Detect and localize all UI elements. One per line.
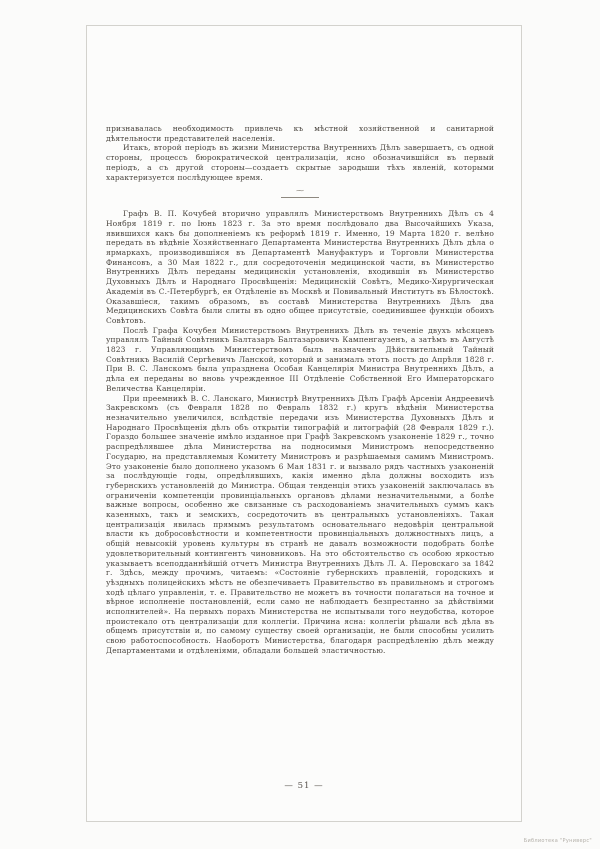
paragraph: Послѣ Графа Кочубея Министерствомъ Внутреннихъ Дѣлъ въ теченіе двухъ мѣсяцевъ управлялъ Тайный Совѣтникъ Балтазаръ Балтазаровичъ Кампенгаузенъ, а затѣмъ въ Августѣ 1823 г. Управляющимъ Министерствомъ былъ назначенъ Дѣйствительный Тайный Совѣтникъ Василій Сергѣевичъ Ланской, который и занималъ этотъ постъ до Апрѣля 1828 г. При В. С. Ланскомъ была упразднена Особая Канцелярія Министра Внутреннихъ Дѣлъ, а дѣла ея переданы во вновь учрежденное III Отдѣленіе Собственной Его Императорскаго Величества Канцеляріи. [106, 325, 494, 393]
paragraph: Графъ В. П. Кочубей вторично управлялъ Министерствомъ Внутреннихъ Дѣлъ съ 4 Ноября 1819 г. по Іюнь 1823 г. За это время послѣдовало два Высочайшихъ Указа, явившихся какъ бы дополненіемъ къ реформѣ 1819 г. Именно, 19 Марта 1820 г. велѣно передать въ вѣдѣніе Хозяйственнаго Департамента Министерства Внутреннихъ Дѣлъ дѣла о ярмаркахъ, производившіяся въ Департаментѣ Мануфактуръ и Торговли Министерства Финансовъ, а 30 Мая 1822 г., для сосредоточенія медицинской части, въ Министерство Внутреннихъ Дѣлъ переданы медицинскія установленія, входившія въ Министерство Духовныхъ Дѣлъ и Народнаго Просвѣщенія: Медицинскій Совѣтъ, Медико-Хирургическая Академія въ С.-Петербургѣ, ея Отдѣленіе въ Москвѣ и Повивальный Институтъ въ Бѣлостокѣ. Оказавшіеся, такимъ образомъ, въ составѣ Министерства Внутреннихъ Дѣлъ два Медицинскихъ Совѣта были слиты въ одно общее присутствіе, соединившее функціи обоихъ Совѣтовъ. [106, 209, 494, 325]
paragraph: признавалась необходимость привлечь къ мѣстной хозяйственной и санитарной дѣятельности представителей населенія. [106, 124, 494, 143]
text-block [106, 124, 494, 656]
section-divider [277, 189, 323, 201]
page-number: — 51 — [284, 781, 324, 791]
book-page [86, 25, 522, 822]
paragraph: При преемникѣ В. С. Ланскаго, Министрѣ Внутреннихъ Дѣлъ Графѣ Арсеніи Андреевичѣ Закревскомъ (съ Февраля 1828 по Февраль 1832 г.) кругъ вѣдѣнія Министерства незначительно увеличился, вслѣдствіе передачи изъ Министерства Духовныхъ Дѣлъ и Народнаго Просвѣщенія дѣлъ объ открытіи типографій и литографій (28 Февраля 1829 г.). Гораздо большее значеніе имѣло изданное при Графѣ Закревскомъ узаконеніе 1829 г., точно распредѣлявшее дѣла Министерства на подносимыя Министромъ непосредственно Государю, на представляемыя Комитету Министровъ и разрѣшаемыя самимъ Министромъ. Это узаконеніе было дополнено указомъ 6 Мая 1831 г. и вызвало рядъ частныхъ узаконеній за послѣдующіе годы, опредѣлявшихъ, какія именно дѣла должны восходить изъ губернскихъ установленій до Министра. Общая тенденція этихъ узаконеній заключалась въ ограниченіи компетенціи провинціальныхъ органовъ дѣлами незначительными, а болѣе важные вопросы, особенно же связанные съ расходованіемъ значительныхъ суммъ какъ казенныхъ, такъ и земскихъ, сосредоточить въ центральныхъ установленіяхъ. Такая централизація явилась прямымъ результатомъ основательнаго недовѣрія центральной власти къ добросовѣстности и компетентности провинціальныхъ должностныхъ лицъ, а общій невысокій уровень культуры въ странѣ не давалъ возможности подобрать болѣе удовлетворительный контингентъ чиновниковъ. На это обстоятельство съ особою яркостью указываетъ всеподданнѣйшій отчетъ Министра Внутреннихъ Дѣлъ Л. А. Перовскаго за 1842 г. Здѣсь, между прочимъ, читаемъ: «Состояніе губернскихъ правленій, городскихъ и уѣздныхъ полицейскихъ мѣстъ не обезпечиваетъ Правительство въ правильномъ и строгомъ ходѣ цѣлаго управленія, т. е. Правительство не можетъ въ точности полагаться на точное и вѣрное исполненіе постановленій, если само не наблюдаетъ безпрестанно за дѣйствіями исполнителей». На первыхъ порахъ Министерства не испытывали того неудобства, которое проистекало отъ централизаціи для коллегіи. Причина ясна: коллегіи рѣшали всѣ дѣла въ общемъ присутствіи и, по самому существу своей организаціи, не были способны усилить свою работоспособность. Наоборотъ Министерства, благодаря распредѣленію дѣлъ между Департаментами и отдѣленіями, обладали большей эластичностью. [106, 393, 494, 655]
paragraph: Итакъ, второй періодъ въ жизни Министерства Внутреннихъ Дѣлъ завершаетъ, съ одной стороны, процессъ бюрократической централизаціи, ясно обозначившійся въ первый періодъ, а съ другой стороны—создаетъ скрытые зародыши тѣхъ явленій, которыми характеризуется послѣдующее время. [106, 143, 494, 182]
library-stamp: Библиотека "Руниверс" [523, 838, 592, 844]
